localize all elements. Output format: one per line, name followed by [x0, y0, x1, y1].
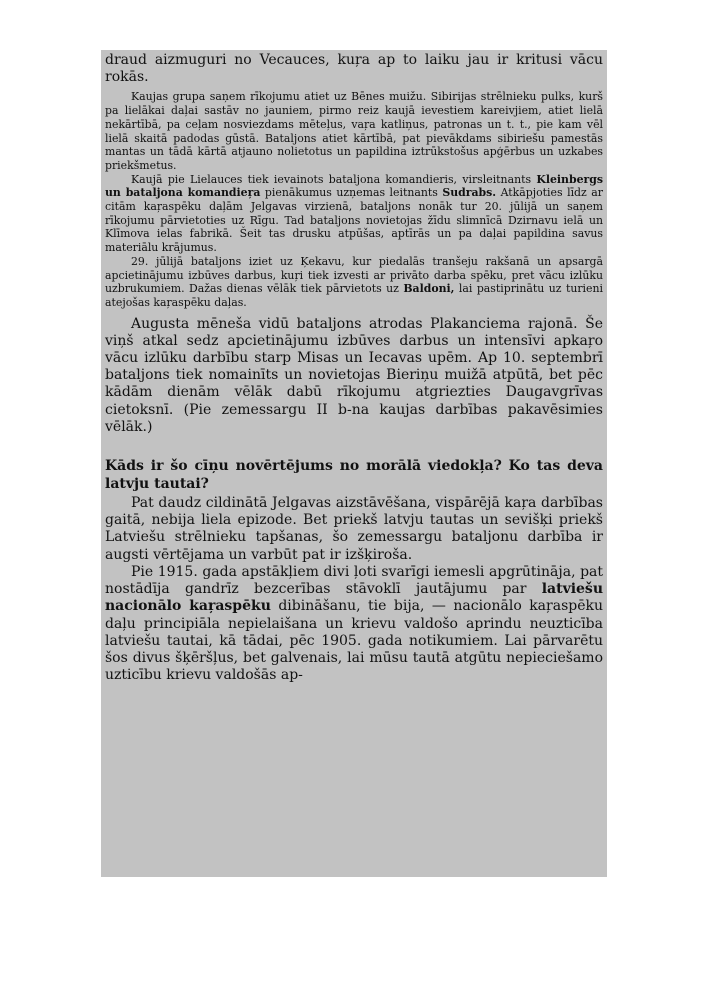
- text-run: Pie 1915. gada apstākļiem divi ļoti svarīgi iemesli apgrūtināja, pat nostādīja gandrīz bezcerības stāvoklī jautājumu par: [105, 563, 603, 598]
- text-run: dibināšanu, tie bija, — nacionālo kaŗaspēku daļu principiāla nepielaišana un krievu valdošo aprindu neuzticība latviešu tautai, kā tādai, pēc 1905. gada notikumiem. Lai pārvarētu šos divus šķēršļus, bet galvenais, lai mūsu tautā atgūtu nepieciešamo uzticību krievu valdošās ap-: [105, 598, 603, 684]
- bold-phrase: latviešu nacionālo kaŗaspēku: [105, 581, 603, 615]
- section-heading: Kāds ir šo cīņu novērtējums no morālā viedokļa? Ko tas deva latvju tautai?: [105, 458, 603, 492]
- paragraph-august: Augusta mēneša vidū bataljons atrodas Plakanciema rajonā. Še viņš atkal sedz apcietinājumu izbūves darbus un intensīvi apkaŗo vācu izlūku darbību starp Misas un Iecavas upēm. Ap 10. septembrī bataljons tiek nomainīts un novietojas Bieriņu muižā atpūtā, bet pēc kādām dienām vēlāk dabū rīkojumu atgriezties Daugavgrīvas cietoksnī. (Pie zemessargu II b-na kaujas darbības pakavēsimies vēlāk.): [105, 315, 603, 435]
- text-run: Kaujā pie Lielauces tiek ievainots bataljona komandieris, virsleitnants: [131, 172, 537, 186]
- paragraph-continuation: draud aizmuguri no Vecauces, kuŗa ap to laiku jau ir kritusi vācu rokās.: [105, 52, 603, 86]
- text-column: [105, 52, 603, 684]
- bold-name: Sudrabs.: [442, 186, 497, 200]
- text-run: 29. jūlijā bataljons iziet uz Ķekavu, kur piedalās tranšeju rakšanā un apsargā apcietinājumu izbūves darbus, kuŗi tiek izvesti ar privāto darba spēku, pret vācu izlūku uzbrukumiem. Dažas dienas vēlāk tiek pārvietots uz: [105, 254, 603, 296]
- paragraph-1915: [105, 564, 603, 684]
- bold-name: Kleinbergs un bataljona komandieŗa: [105, 172, 603, 200]
- text-run: pienākumus uzņemas leitnants: [260, 186, 443, 200]
- scanned-page: [101, 50, 607, 877]
- paragraph-lielauce: [105, 173, 603, 255]
- paragraph-evaluation: Pat daudz cildinātā Jelgavas aizstāvēšana, vispārējā kaŗa darbības gaitā, nebija liela epizode. Bet priekš latvju tautas un sevišķi priekš Latviešu strēlnieku tapšanas, šo zemessargu bataljonu darbība ir augsti vērtējama un varbūt pat ir izšķiroša.: [105, 495, 603, 563]
- text-run: lai pastiprinātu uz turieni atejošas kaŗaspēku daļas.: [105, 282, 603, 309]
- paragraph-retreat: Kaujas grupa saņem rīkojumu atiet uz Bēnes muižu. Sibirijas strēlnieku pulks, kurš pa lielākai daļai sastāv no jauniem, pirmo reiz kaujā ievestiem kareivjiem, atiet lielā nekārtībā, pa ceļam nosviezdams mēteļus, vaŗa katliņus, patronas un t. t., pie kam vēl lielā skaitā padodas gūstā. Bataljons atiet kārtībā, pat pievākdams sibiriešu pamestās mantas un tādā kārtā atjauno nolietotus un papildina iztrūkstošus apģērbus un uzkabes priekšmetus.: [105, 90, 603, 172]
- bold-place: Baldoni,: [403, 282, 455, 296]
- paragraph-kekava: [105, 255, 603, 310]
- text-run: Atkāpjoties līdz ar citām kaŗaspēku daļām Jelgavas virzienā, bataljons nonāk tur 20. jūlijā un saņem rīkojumu pārvietoties uz Rīgu. Tad bataljons novietojas žīdu slimnīcā Dzirnavu ielā un Klīmova ielas fabrikā. Šeit tas drusku atpūšas, aptīrās un pa daļai papildina savus materiālu krājumus.: [105, 186, 603, 255]
